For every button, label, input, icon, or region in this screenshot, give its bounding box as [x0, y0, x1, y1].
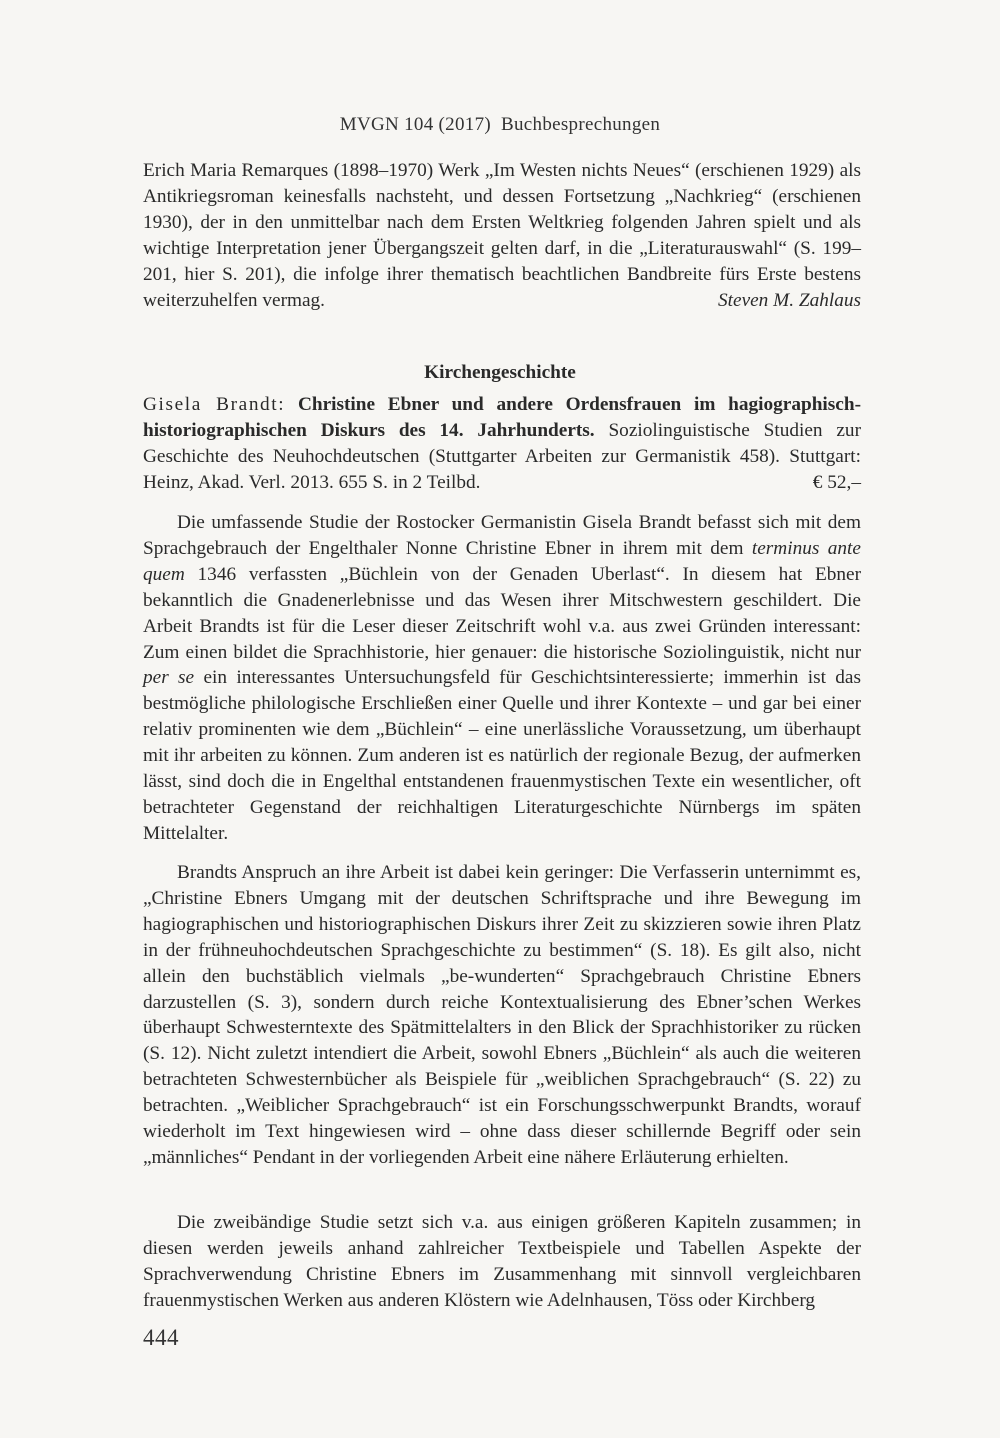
p1-italic-per-se: per se — [143, 667, 195, 689]
book-details: Soziolinguistische Studien zur Geschichte des Neuhochdeutschen (Stuttgarter Arbeiten zur Germanistik 458). Stuttgart: Heinz, Akad. Verl. 2013. 655 S. in 2 Teilbd. — [143, 419, 861, 493]
p1-italic-term: terminus ante quem — [143, 537, 861, 585]
review2-paragraph-1 — [143, 510, 861, 847]
book-price: € 52,– — [812, 471, 861, 493]
review2-bibliography — [143, 392, 861, 496]
section-label: Buchbesprechungen — [501, 114, 661, 135]
running-head — [0, 114, 1000, 136]
review2-paragraph-3 — [143, 1210, 861, 1314]
review1-author: Steven M. Zahlaus — [718, 289, 861, 311]
book-title: Christine Ebner und andere Ordensfrauen im hagiographisch-historiographischen Diskurs des 14. Jahrhunderts. — [143, 394, 861, 441]
review1-body — [143, 158, 861, 313]
journal-citation: MVGN 104 (2017) — [339, 114, 492, 135]
review1-block — [143, 158, 861, 313]
p1-part-c: ein interessantes Untersuchungsfeld für Geschichtsinteressierte; immerhin ist das bestmögliche philologische Erschließen einer Quelle und ihrer Kontexte – und gar bei einer relativ prominenten wie dem „Büchlein“ – eine unerlässliche Voraussetzung, um überhaupt mit ihr arbeiten zu können. Zum anderen ist es natürlich der regionale Bezug, der aufmerken lässt, sind doch die in Engelthal entstandenen frauenmystischen Texte ein wesentlicher, oft betrachteter Gegenstand der reichhaltigen Literaturgeschichte Nürnbergs im späten Mittelalter. — [143, 667, 861, 844]
book-author: Gisela Brandt: — [143, 394, 286, 415]
page-number: 444 — [143, 1325, 179, 1350]
review1-text: Erich Maria Remarques (1898–1970) Werk „Im Westen nichts Neues“ (erschienen 1929) als Antikriegsroman keinesfalls nachsteht, und dessen Fortsetzung „Nachkrieg“ (erschienen 1930), der in den unmittelbar nach dem Ersten Weltkrieg folgenden Jahren spielt und als wichtige Interpretation jener Übergangszeit gelten darf, in die „Literaturauswahl“ (S. 199–201, hier S. 201), die infolge ihrer thematisch beachtlichen Bandbreite fürs Erste bestens weiterzuhelfen vermag. — [143, 160, 861, 311]
review2-paragraph-2 — [143, 860, 861, 1171]
p2-text: Brandts Anspruch an ihre Arbeit ist dabei kein geringer: Die Verfasserin unternimmt es, „Christine Ebners Umgang mit der deutschen Schriftsprache und ihre Bewegung im hagiographischen und historiographischen Diskurs ihrer Zeit zu skizzieren sowie ihren Platz in der frühneuhochdeutschen Sprachgeschichte zu bestimmen“ (S. 18). Es gilt also, nicht allein den buchstäblich vielmals „be-wunderten“ Sprachgebrauch Christine Ebners darzustellen (S. 3), sondern durch reiche Kontextualisierung des Ebner’schen Werkes überhaupt Schwesterntexte des Spätmittelalters in den Blick der Sprachhistoriker zu rücken (S. 12). Nicht zuletzt intendiert die Arbeit, sowohl Ebners „Büchlein“ als auch die weiteren betrachteten Schwesternbücher als Beispiele für „weiblichen Sprachgebrauch“ (S. 22) zu betrachten. „Weiblicher Sprachgebrauch“ ist ein Forschungsschwerpunkt Brandts, worauf wiederholt im Text hingewiesen wird – ohne dass dieser schillernde Begriff oder sein „männliches“ Pendant in der vorliegenden Arbeit eine nähere Erläuterung erhielten. — [143, 862, 861, 1168]
p3-text: Die zweibändige Studie setzt sich v.a. aus einigen größeren Kapiteln zusammen; in diesen werden jeweils anhand zahlreicher Textbeispiele und Tabellen Aspekte der Sprachverwendung Christine Ebners im Zusammenhang mit sinnvoll vergleichbaren frauenmystischen Werken aus anderen Klöstern wie Adelnhausen, Töss oder Kirchberg — [143, 1212, 861, 1311]
p1-part-b: 1346 verfassten „Büchlein von der Genaden Uberlast“. In diesem hat Ebner bekanntlich die Gnadenerlebnisse und das Wesen ihrer Mitschwestern geschildert. Die Arbeit Brandts ist für die Leser dieser Zeitschrift wohl v.a. aus zwei Gründen interessant: Zum einen bildet die Sprachhistorie, hier genauer: die historische Soziolinguistik, nicht nur — [143, 563, 862, 663]
bibliography-entry — [143, 392, 861, 496]
section-title: Kirchengeschichte — [424, 362, 576, 383]
p1-part-a: Die umfassende Studie der Rostocker Germanistin Gisela Brandt befasst sich mit dem Sprachgebrauch der Engelthaler Nonne Christine Ebner in ihrem mit dem — [143, 512, 861, 559]
